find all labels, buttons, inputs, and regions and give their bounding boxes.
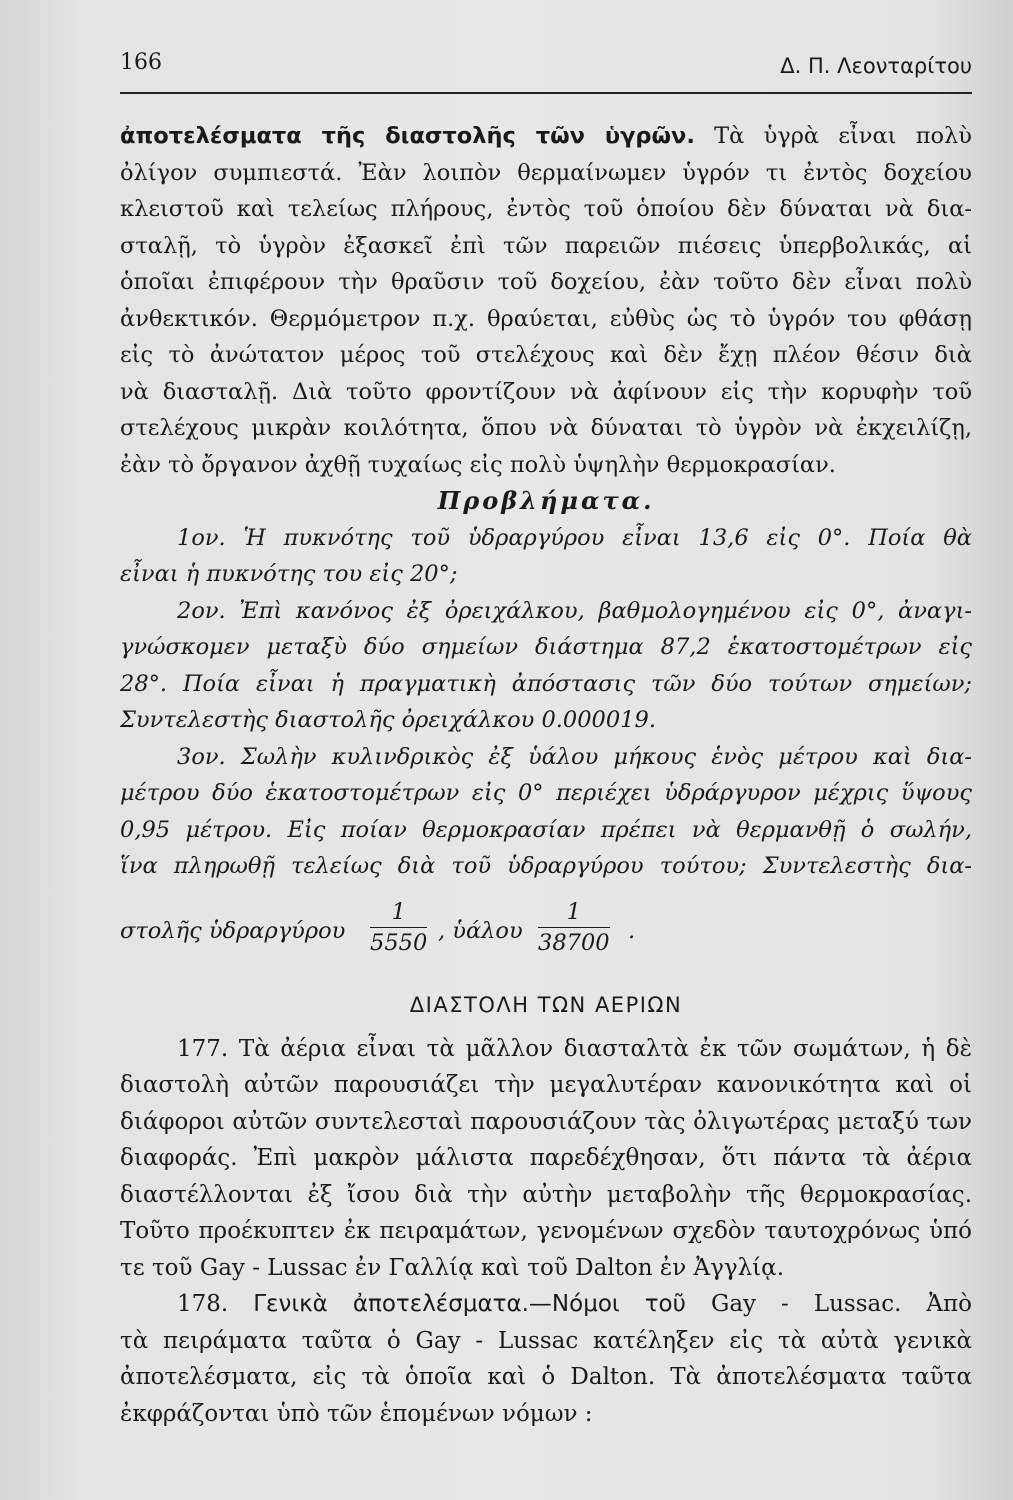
problem-2-line: 2ον. Ἐπὶ κανόνος ἐξ ὀρειχάλκου, βαθμολογημένου εἰς 0°, ἀναγι- [177, 597, 972, 624]
para-177-line: διάφοροι αὐτῶν συντελεσταὶ παρουσιάζουν τὰς ὀλιγωτέρας μεταξύ των [120, 1108, 972, 1135]
para-177-line: διαστολὴ αὐτῶν παρουσιάζει τὴν μεγαλυτέραν κανονικότητα καὶ οἱ [120, 1072, 972, 1098]
page-header [120, 42, 972, 82]
text-line: ἐὰν τὸ ὄργανον ἀχθῇ τυχαίως εἰς πολὺ ὑψηλὴν θερμοκρασίαν. [120, 451, 836, 478]
fraction-glass-denominator: 38700 [538, 929, 610, 956]
para-178-line: ἐκφράζονται ὑπὸ τῶν ἑπομένων νόμων : [120, 1400, 593, 1427]
problem-1-line: εἶναι ἡ πυκνότης του εἰς 20°; [120, 561, 458, 587]
running-head: Δ. Π. Λεονταρίτου [780, 54, 972, 78]
text-line: νὰ διασταλῇ. Διὰ τοῦτο φροντίζουν νὰ ἀφίνουν εἰς τὴν κορυφὴν τοῦ [120, 378, 972, 405]
text-line: κλειστοῦ καὶ τελείως πλήρους, ἐντὸς τοῦ ὁποίου δὲν δύναται νὰ δια- [120, 196, 972, 222]
para-178-line: τὰ πειράματα ταῦτα ὁ Gay - Lussac κατέληξεν εἰς τὰ αὐτὰ γενικὰ [120, 1327, 972, 1354]
coefficient-fraction-line [120, 895, 972, 979]
text-line: ὀλίγον συμπιεστά. Ἐὰν λοιπὸν θερμαίνωμεν ὑγρόν τι ἐντὸς δοχείου [120, 159, 972, 186]
para-178-line: ἀποτελέσματα, εἰς τὰ ὁποῖα καὶ ὁ Dalton. Τὰ ἀποτελέσματα ταῦτα [120, 1364, 972, 1390]
fraction-glass [538, 897, 610, 958]
problem-2-line: 28°. Ποία εἶναι ἡ πραγματικὴ ἀπόστασις τῶν δύο τούτων σημείων; [120, 670, 972, 697]
para-177-line: Τοῦτο προέκυπτεν ἐκ πειραμάτων, γενομένων σχεδὸν ταυτοχρόνως ὑπό [120, 1218, 972, 1244]
problem-2-line: γνώσκομεν μεταξὺ δύο σημείων διάστημα 87,2 ἑκατοστομέτρων εἰς [120, 634, 972, 660]
problem-3-line: 3ον. Σωλὴν κυλινδρικὸς ἐξ ὑάλου μήκους ἑνὸς μέτρου καὶ δια- [177, 743, 972, 770]
fraction-line-mid: , ὑάλου [438, 917, 523, 944]
header-rule [120, 92, 972, 94]
text-line: ὁποῖαι ἐπιφέρουν τὴν θραῦσιν τοῦ δοχείου, ἐὰν τοῦτο δὲν εἶναι πολὺ [120, 269, 972, 295]
intro-first-line [120, 118, 972, 155]
para-178-number: 178. [177, 1291, 229, 1317]
para-178-first-line-rest: Gay - Lussac. Ἀπὸ [685, 1291, 972, 1317]
intro-heading: ἀποτελέσματα τῆς διαστολῆς τῶν ὑγρῶν. [120, 123, 695, 149]
para-177-line: διαφοράς. Ἐπὶ μακρὸν μάλιστα παρεδέχθησαν, ὅτι πάντα τὰ ἀέρια [120, 1145, 972, 1171]
section-heading: ΔΙΑΣΤΟΛΗ ΤΩΝ ΑΕΡΙΩΝ [409, 992, 683, 1017]
para-177-line: τε τοῦ Gay - Lussac ἐν Γαλλίᾳ καὶ τοῦ Dalton ἐν Ἀγγλίᾳ. [120, 1254, 785, 1281]
problem-3-line: ἵνα πληρωθῇ τελείως διὰ τοῦ ὑδραργύρου τούτου; Συντελεστὴς δια- [120, 853, 972, 879]
text-line: ἀνθεκτικόν. Θερμόμετρον π.χ. θραύεται, εὐθὺς ὡς τὸ ὑγρόν του φθάσῃ [120, 305, 972, 332]
problems-heading: Προβλήματα. [437, 486, 655, 515]
para-178-heading: Γενικὰ ἀποτελέσματα.—Νόμοι τοῦ [253, 1291, 686, 1317]
para-178-first-line [120, 1286, 972, 1323]
problem-3-line: 0,95 μέτρου. Εἰς ποίαν θερμοκρασίαν πρέπει νὰ θερμανθῇ ὁ σωλήν, [120, 816, 972, 843]
para-177-line: διαστέλλονται ἐξ ἴσου διὰ τὴν αὐτὴν μεταβολὴν τῆς θερμοκρασίας. [120, 1181, 972, 1208]
problem-1-line: 1ον. Ἡ πυκνότης τοῦ ὑδραργύρου εἶναι 13,6 εἰς 0°. Ποία θὰ [177, 524, 972, 551]
page-number: 166 [120, 50, 162, 75]
fraction-line-end: . [628, 917, 636, 944]
page-body [120, 118, 972, 1432]
fraction-mercury [370, 897, 427, 958]
intro-first-line-rest: Τὰ ὑγρὰ εἶναι πολὺ [694, 123, 972, 149]
fraction-glass-numerator: 1 [538, 897, 610, 928]
fraction-line-prefix: στολῆς ὑδραργύρου [120, 917, 346, 944]
text-line: εἰς τὸ ἀνώτατον μέρος τοῦ στελέχους καὶ δὲν ἔχῃ πλέον θέσιν διὰ [120, 342, 972, 368]
problem-2-line: Συντελεστὴς διαστολῆς ὀρειχάλκου 0.000019. [120, 707, 656, 733]
para-177-line: 177. Τὰ ἀέρια εἶναι τὰ μᾶλλον διασταλτὰ ἐκ τῶν σωμάτων, ἡ δὲ [177, 1035, 972, 1062]
text-line: σταλῇ, τὸ ὑγρὸν ἐξασκεῖ ἐπὶ τῶν παρειῶν πιέσεις ὑπερβολικάς, αἱ [120, 232, 972, 259]
text-line: στελέχους μικρὰν κοιλότητα, ὅπου νὰ δύναται τὸ ὑγρὸν νὰ ἐκχειλίζῃ, [120, 415, 972, 441]
problem-3-line: μέτρου δύο ἑκατοστομέτρων εἰς 0° περιέχει ὑδράργυρον μέχρις ὕψους [120, 780, 972, 806]
fraction-mercury-numerator: 1 [370, 897, 427, 928]
fraction-mercury-denominator: 5550 [370, 929, 428, 956]
